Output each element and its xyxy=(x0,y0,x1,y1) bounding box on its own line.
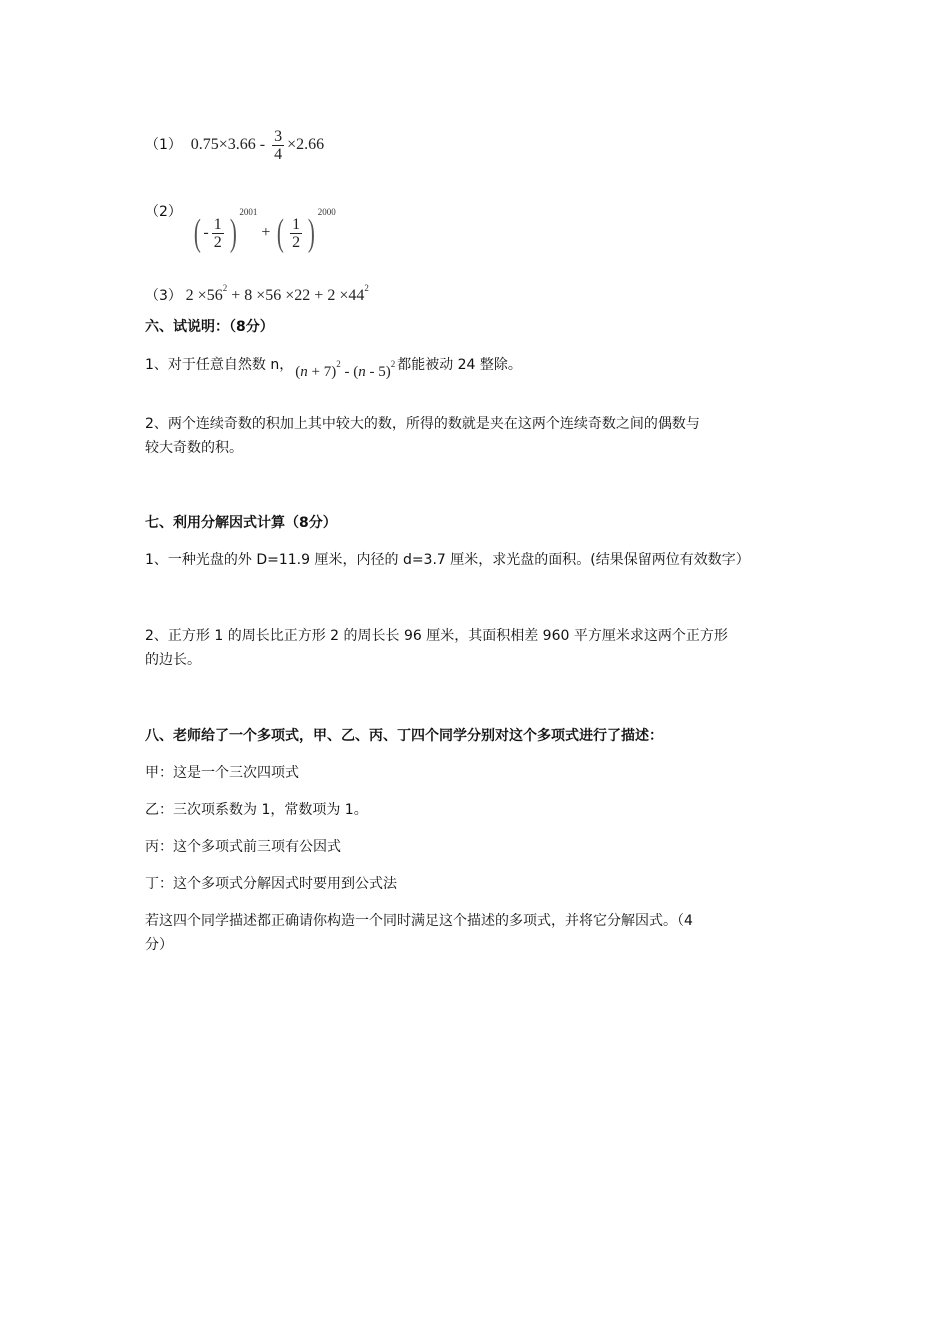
problem-2 xyxy=(145,200,815,253)
paren-group-1: ( - $\frac{1}{2}$ ) xyxy=(193,212,237,255)
paren-group-2: ( $\frac{1}{2}$ ) xyxy=(277,212,315,255)
difference-of-squares-expression: $(n + 7)^2 - (n - 5)^2$ xyxy=(295,359,396,380)
problem-2-expression: ( - $\frac{1}{2}$ ) $^{2001}$ + ( $\frac{1}{2}$ ) $^{2000}$ xyxy=(191,224,336,241)
statement-bing: 丙：这个多项式前三项有公因式 xyxy=(145,839,341,855)
problem-1-label: （1） xyxy=(145,137,182,154)
section-6-question-1: 1、对于任意自然数 n， $(n + 7)^2 - (n - 5)^2$ 都能被动 24 整除。 xyxy=(145,352,815,384)
fraction-3-4: $\frac{3}{4}$ xyxy=(274,128,283,163)
section-7-question-2: 2、正方形 1 的周长比正方形 2 的周长长 96 厘米，其面积相差 960 平方厘米求这两个正方形 的边长。 xyxy=(145,628,728,668)
statement-yi: 乙：三次项系数为 1，常数项为 1。 xyxy=(145,802,368,818)
statement-ding: 丁：这个多项式分解因式时要用到公式法 xyxy=(145,876,397,892)
problem-1 xyxy=(145,128,815,163)
problem-3-label: （3） xyxy=(145,288,182,304)
statement-jia: 甲：这是一个三次四项式 xyxy=(145,765,299,781)
section-7-title: 七、利用分解因式计算（8分） xyxy=(145,515,337,531)
section-6-question-2: 2、两个连续奇数的积加上其中较大的数，所得的数就是夹在这两个连续奇数之间的偶数与 较大奇数的积。 xyxy=(145,416,700,456)
problem-2-label: （2） xyxy=(145,204,182,220)
problem-1-expression: 0.75×3.66 - $\frac{3}{4}$ ×2.66 xyxy=(190,128,325,163)
problem-3-expression: $2 \times 56^2 + 8 \times 56 \times 22 + 2 \times 44^2$ xyxy=(185,283,369,304)
problem-3 xyxy=(145,276,815,308)
section-6-title: 六、试说明：（8分） xyxy=(145,319,274,335)
section-7-question-1: 1、一种光盘的外 D=11.9 厘米，内径的 d=3.7 厘米，求光盘的面积。(结果保留两位有效数字） xyxy=(145,552,750,568)
section-8-title: 八、老师给了一个多项式，甲、乙、丙、丁四个同学分别对这个多项式进行了描述： xyxy=(145,728,663,744)
section-8-task: 若这四个同学描述都正确请你构造一个同时满足这个描述的多项式，并将它分解因式。（4 分） xyxy=(145,913,693,953)
